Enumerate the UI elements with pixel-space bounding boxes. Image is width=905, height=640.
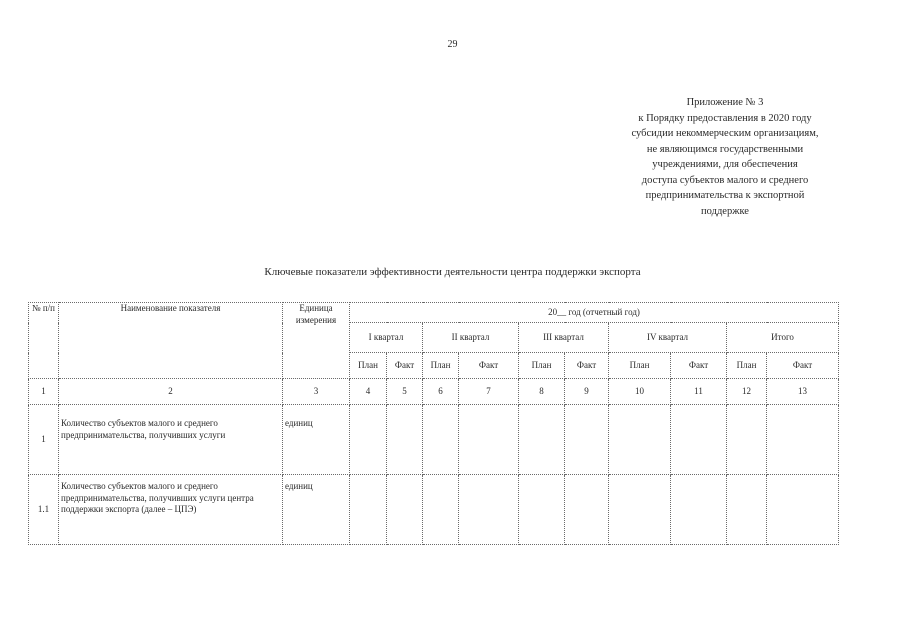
column-number: 9 <box>565 379 609 405</box>
header-fact: Факт <box>459 353 519 379</box>
value-cell <box>565 405 609 475</box>
header-plan: План <box>423 353 459 379</box>
column-number: 8 <box>519 379 565 405</box>
row-indicator-name: Количество субъектов малого и среднего предпринимательства, получивших услуги <box>59 405 283 475</box>
column-number: 4 <box>350 379 387 405</box>
appendix-line: к Порядку предоставления в 2020 году <box>638 112 812 124</box>
column-number: 5 <box>387 379 423 405</box>
value-cell <box>387 475 423 545</box>
header-plan: План <box>350 353 387 379</box>
column-number-row <box>29 379 839 405</box>
header-name: Наименование показателя <box>59 303 283 379</box>
value-cell <box>767 405 839 475</box>
column-number: 13 <box>767 379 839 405</box>
header-row-year <box>29 303 839 323</box>
row-unit: единиц <box>283 405 350 475</box>
value-cell <box>519 475 565 545</box>
appendix-note <box>560 95 890 219</box>
appendix-line: Приложение № 3 <box>686 97 764 108</box>
header-fact: Факт <box>565 353 609 379</box>
column-number: 12 <box>727 379 767 405</box>
value-cell <box>727 405 767 475</box>
header-quarter: II квартал <box>423 323 519 353</box>
row-unit: единиц <box>283 475 350 545</box>
header-quarter: IV квартал <box>609 323 727 353</box>
row-num: 1 <box>29 405 59 475</box>
appendix-line: субсидии некоммерческим организациям, <box>631 128 819 139</box>
value-cell <box>459 405 519 475</box>
value-cell <box>350 405 387 475</box>
header-fact: Факт <box>387 353 423 379</box>
table-title: Ключевые показатели эффективности деятельности центра поддержки экспорта <box>264 266 641 278</box>
header-unit: Единица измерения <box>283 303 350 379</box>
value-cell <box>609 475 671 545</box>
header-num: № п/п <box>29 303 59 379</box>
table-row <box>29 475 839 545</box>
column-number: 11 <box>671 379 727 405</box>
value-cell <box>519 405 565 475</box>
appendix-line: предпринимательства к экспортной <box>645 190 805 201</box>
value-cell <box>727 475 767 545</box>
value-cell <box>671 475 727 545</box>
column-number: 3 <box>283 379 350 405</box>
header-year: 20__ год (отчетный год) <box>350 303 839 323</box>
value-cell <box>423 475 459 545</box>
appendix-line: учреждениями, для обеспечения <box>652 159 798 170</box>
header-quarter: III квартал <box>519 323 609 353</box>
row-indicator-name: Количество субъектов малого и среднего предпринимательства, получивших услуги центра поддержки экспорта (далее – ЦПЭ) <box>59 475 283 545</box>
header-plan: План <box>519 353 565 379</box>
header-total: Итого <box>727 323 839 353</box>
table-row <box>29 405 839 475</box>
header-fact: Факт <box>767 353 839 379</box>
row-num: 1.1 <box>29 475 59 545</box>
appendix-line: не являющимся государственными <box>646 143 804 155</box>
column-number: 2 <box>59 379 283 405</box>
column-number: 10 <box>609 379 671 405</box>
column-number: 7 <box>459 379 519 405</box>
header-plan: План <box>609 353 671 379</box>
value-cell <box>350 475 387 545</box>
column-number: 6 <box>423 379 459 405</box>
value-cell <box>609 405 671 475</box>
page-number: 29 <box>447 39 458 50</box>
value-cell <box>565 475 609 545</box>
value-cell <box>459 475 519 545</box>
value-cell <box>767 475 839 545</box>
value-cell <box>671 405 727 475</box>
appendix-line: поддержке <box>701 205 749 217</box>
kpi-table <box>28 302 839 545</box>
header-plan: План <box>727 353 767 379</box>
appendix-line: доступа субъектов малого и среднего <box>641 174 809 186</box>
value-cell <box>423 405 459 475</box>
value-cell <box>387 405 423 475</box>
column-number: 1 <box>29 379 59 405</box>
header-quarter: I квартал <box>350 323 423 353</box>
header-fact: Факт <box>671 353 727 379</box>
